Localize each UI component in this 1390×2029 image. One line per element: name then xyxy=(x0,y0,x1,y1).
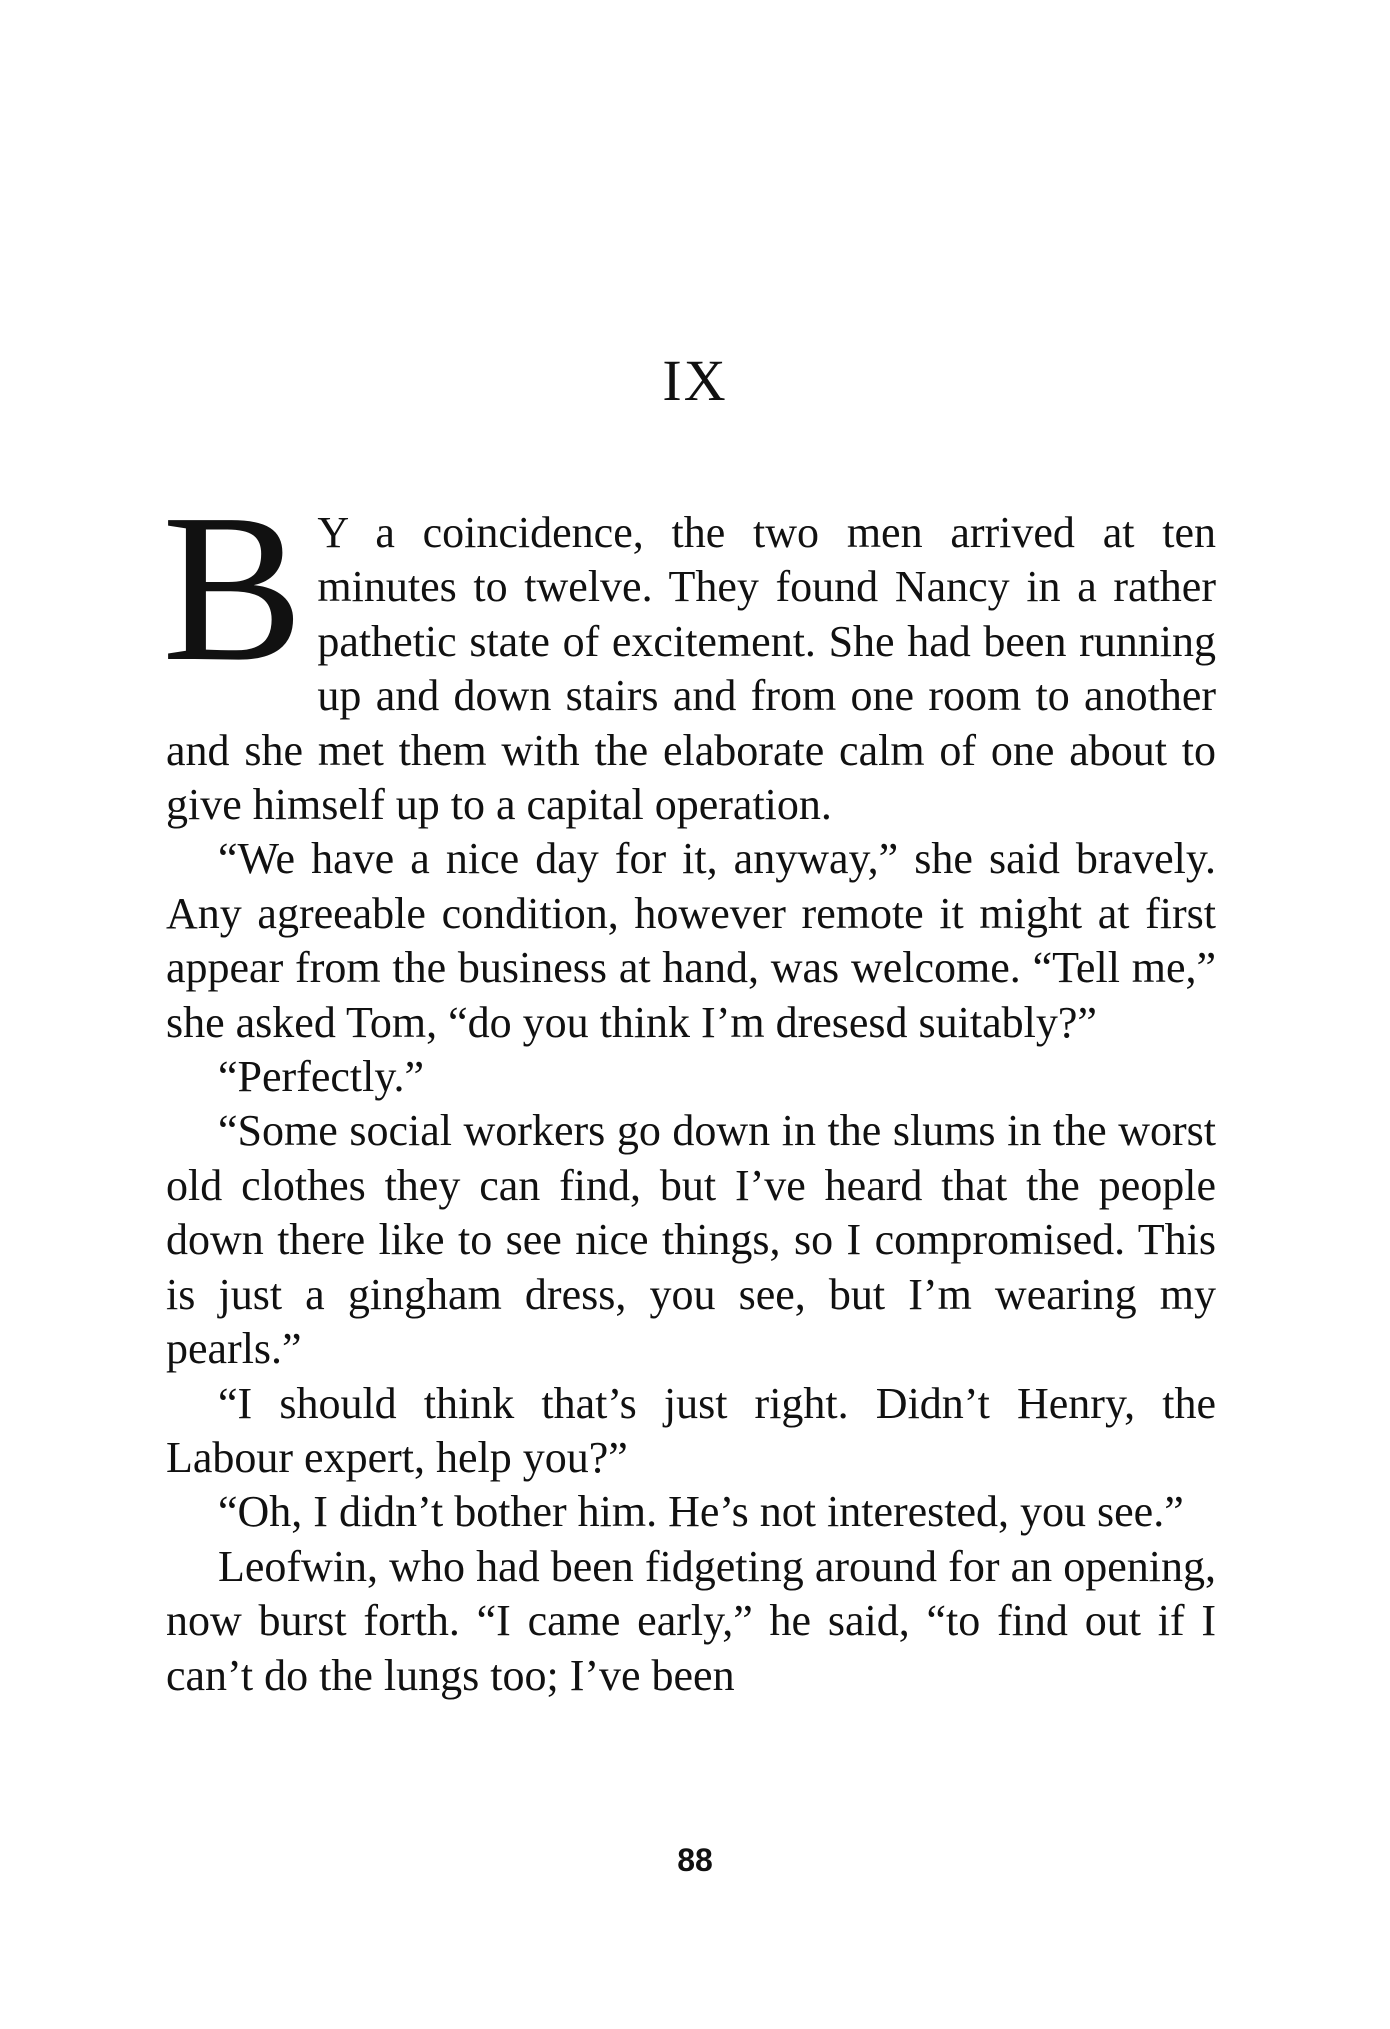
body-text xyxy=(162,470,1216,1703)
drop-cap: B xyxy=(162,470,304,705)
paragraph-1 xyxy=(162,470,1216,832)
paragraph-6: “Oh, I didn’t bother him. He’s not interested, you see.” xyxy=(218,1487,1184,1537)
paragraph-1-text: Y a coincidence, the two men arrived at ten minutes to twelve. They found Nancy in a rather pathetic state of excitement. She had been running up and down stairs and from one room to another and she met them with the elaborate calm of one about to give himself up to a capital operation. xyxy=(166,508,1216,830)
paragraph-2: “We have a nice day for it, anyway,” she said bravely. Any agreeable condition, however remote it might at first appear from the business at hand, was welcome. “Tell me,” she asked Tom, “do you think I’m dresesd suitably?” xyxy=(166,834,1216,1047)
paragraph-3: “Perfectly.” xyxy=(218,1052,425,1102)
chapter-heading: IX xyxy=(662,348,728,413)
page-number: 88 xyxy=(677,1842,713,1878)
paragraph-5: “I should think that’s just right. Didn’t Henry, the Labour expert, help you?” xyxy=(166,1378,1216,1482)
paragraph-4: “Some social workers go down in the slums in the worst old clothes they can find, but I’ve heard that the people down there like to see nice things, so I compromised. This is just a gingham dress, you see, but I’m wearing my pearls.” xyxy=(166,1106,1216,1374)
paragraph-7: Leofwin, who had been fidgeting around for an opening, now burst forth. “I came early,” he said, “to find out if I can’t do the lungs too; I’ve been xyxy=(166,1541,1216,1700)
